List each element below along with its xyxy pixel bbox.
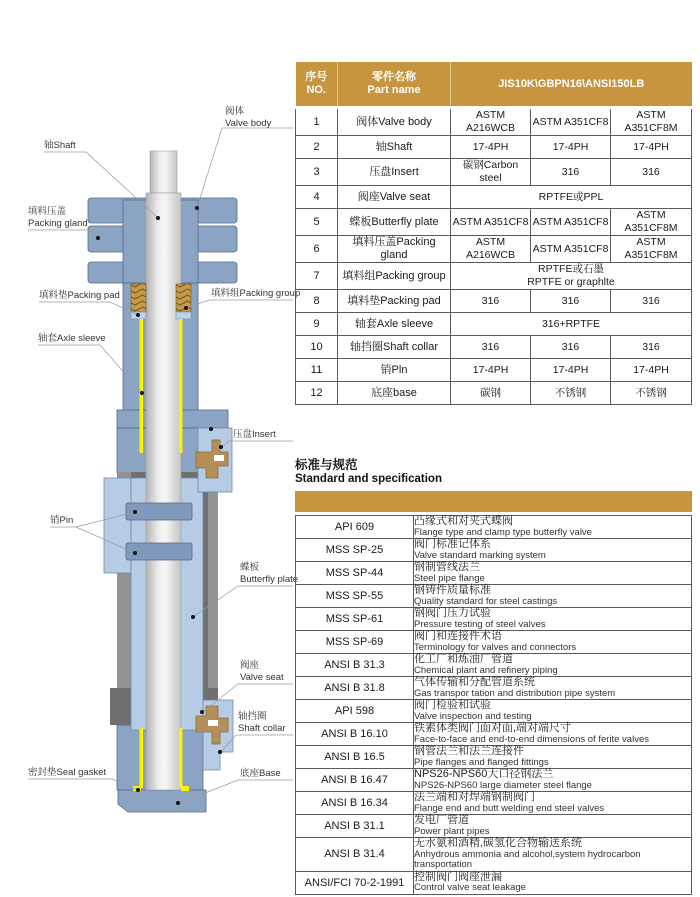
label-valve-body-en: Valve body bbox=[225, 118, 272, 129]
standards-section bbox=[295, 459, 692, 895]
standards-row bbox=[296, 631, 692, 654]
standards-row bbox=[296, 723, 692, 746]
standard-description-zh: 无水氨和酒精,碳氢化合物输送系统 bbox=[414, 837, 583, 849]
part-material: 316 bbox=[531, 336, 611, 359]
standards-row bbox=[296, 654, 692, 677]
part-no: 5 bbox=[296, 209, 338, 236]
parts-table-row bbox=[296, 263, 692, 290]
standard-description bbox=[414, 562, 692, 585]
part-name: 轴套Axle sleeve bbox=[338, 313, 451, 336]
standard-code: MSS SP-61 bbox=[296, 608, 414, 631]
standard-description-en: Face-to-face and end-to-end dimensions of ferite valves bbox=[414, 733, 649, 745]
shaft-shape bbox=[146, 151, 181, 790]
standards-row bbox=[296, 815, 692, 838]
standard-code: ANSI B 31.8 bbox=[296, 677, 414, 700]
label-packing-group: 填料组Packing group bbox=[211, 288, 300, 299]
part-material: 碳钢Carbon steel bbox=[451, 159, 531, 186]
part-material: 17-4PH bbox=[611, 136, 692, 159]
standard-code: ANSI B 31.4 bbox=[296, 838, 414, 872]
label-packing-pad: 填料垫Packing pad bbox=[39, 290, 120, 301]
standard-code: API 598 bbox=[296, 700, 414, 723]
standard-description-zh: NPS26-NPS60大口径钢法兰 bbox=[414, 768, 554, 780]
standard-description-zh: 阀门和连接件术语 bbox=[414, 630, 502, 642]
label-base: 底座Base bbox=[240, 768, 281, 779]
standards-row bbox=[296, 792, 692, 815]
standard-description bbox=[414, 585, 692, 608]
part-material: 316 bbox=[451, 290, 531, 313]
parts-table-row bbox=[296, 136, 692, 159]
part-material: ASTM A216WCB bbox=[451, 236, 531, 263]
part-material: ASTM A351CF8M bbox=[611, 236, 692, 263]
part-material: 不锈钢 bbox=[611, 382, 692, 405]
standard-code: MSS SP-55 bbox=[296, 585, 414, 608]
part-material: 17-4PH bbox=[451, 359, 531, 382]
standard-description bbox=[414, 815, 692, 838]
standards-title-en: Standard and specification bbox=[295, 473, 442, 485]
parts-table-row bbox=[296, 186, 692, 209]
part-no: 12 bbox=[296, 382, 338, 405]
part-no: 9 bbox=[296, 313, 338, 336]
part-name: 轴Shaft bbox=[338, 136, 451, 159]
parts-table-header-row bbox=[296, 62, 692, 108]
label-valve-body-zh: 阀体 bbox=[225, 106, 245, 117]
label-shaft-collar-en: Shaft collar bbox=[238, 723, 286, 734]
part-material: 17-4PH bbox=[451, 136, 531, 159]
standard-description-en: Pressure testing of steel valves bbox=[414, 618, 546, 630]
part-no: 6 bbox=[296, 236, 338, 263]
valve-cross-section-diagram bbox=[0, 0, 300, 897]
part-name: 填料垫Packing pad bbox=[338, 290, 451, 313]
standard-description-en: Anhydrous ammonia and alcohol,system hydrocarbon transportation bbox=[414, 848, 641, 870]
part-material: ASTM A351CF8 bbox=[451, 209, 531, 236]
part-no: 10 bbox=[296, 336, 338, 359]
part-no: 1 bbox=[296, 108, 338, 136]
standard-code: ANSI/FCI 70-2-1991 bbox=[296, 871, 414, 894]
part-material: ASTM A351CF8 bbox=[531, 209, 611, 236]
standard-description bbox=[414, 631, 692, 654]
part-material-span: RPTFE或PPL bbox=[451, 186, 692, 209]
standard-description-en: Pipe flanges and flanged fittings bbox=[414, 756, 549, 768]
label-packing-gland-en: Packing gland bbox=[28, 218, 88, 229]
standard-description bbox=[414, 516, 692, 539]
part-material: 316 bbox=[531, 290, 611, 313]
standard-description-en: Steel pipe flange bbox=[414, 572, 485, 584]
parts-table-row bbox=[296, 313, 692, 336]
seal-groove bbox=[208, 720, 218, 726]
standard-description-en: Power plant pipes bbox=[414, 825, 490, 837]
label-valve-seat-en: Valve seat bbox=[240, 672, 284, 683]
standard-description-en: Chemical plant and refinery piping bbox=[414, 664, 558, 676]
parts-table-row bbox=[296, 236, 692, 263]
standard-description bbox=[414, 871, 692, 894]
seal-gasket-shape bbox=[181, 786, 189, 791]
standard-description-zh: 阀门检验和试验 bbox=[414, 699, 491, 711]
part-material: ASTM A216WCB bbox=[451, 108, 531, 136]
part-name: 压盘Insert bbox=[338, 159, 451, 186]
standard-description-zh: 凸缘式和对夹式蝶阀 bbox=[414, 515, 513, 527]
standard-code: ANSI B 16.5 bbox=[296, 746, 414, 769]
standard-description-en: Control valve seat leakage bbox=[414, 882, 526, 893]
part-name: 阀座Valve seat bbox=[338, 186, 451, 209]
standard-description bbox=[414, 769, 692, 792]
standards-row bbox=[296, 700, 692, 723]
standard-description-en: Gas transpor tation and distribution pipe system bbox=[414, 687, 616, 699]
part-material: ASTM A351CF8 bbox=[531, 108, 611, 136]
standards-row bbox=[296, 677, 692, 700]
standards-row bbox=[296, 585, 692, 608]
label-shaft: 轴Shaft bbox=[44, 140, 76, 151]
standard-description-en: NPS26-NPS60 large diameter steel flange bbox=[414, 779, 592, 791]
standard-description bbox=[414, 654, 692, 677]
standard-description bbox=[414, 746, 692, 769]
base-shape bbox=[118, 790, 206, 812]
part-material: 不锈钢 bbox=[531, 382, 611, 405]
part-material: ASTM A351CF8M bbox=[611, 108, 692, 136]
parts-table-row bbox=[296, 209, 692, 236]
part-material: 316 bbox=[611, 290, 692, 313]
standard-description-en: Flange type and clamp type butterfly valve bbox=[414, 526, 592, 538]
standards-row bbox=[296, 608, 692, 631]
standard-description-en: Quality standard for steel castings bbox=[414, 595, 558, 607]
standard-code: ANSI B 31.3 bbox=[296, 654, 414, 677]
header-no: 序号 NO. bbox=[296, 62, 338, 108]
part-name: 轴挡圈Shaft collar bbox=[338, 336, 451, 359]
parts-table-row bbox=[296, 336, 692, 359]
part-no: 7 bbox=[296, 263, 338, 290]
standards-table-body bbox=[296, 516, 692, 895]
label-valve-seat-zh: 阀座 bbox=[240, 660, 260, 671]
part-material: ASTM A351CF8 bbox=[531, 236, 611, 263]
standard-code: ANSI B 31.1 bbox=[296, 815, 414, 838]
standards-row bbox=[296, 562, 692, 585]
standard-description-zh: 铁素体类阀门面对面,端对端尺寸 bbox=[414, 722, 572, 734]
standards-table bbox=[295, 515, 692, 895]
standard-description bbox=[414, 700, 692, 723]
standard-description-en: Terminology for valves and connectors bbox=[414, 641, 577, 653]
header-part-name: 零件名称 Part name bbox=[338, 62, 451, 108]
standard-description-zh: 气体传输和分配管道系统 bbox=[414, 676, 535, 688]
standard-code: MSS SP-44 bbox=[296, 562, 414, 585]
standard-description bbox=[414, 539, 692, 562]
standard-description-zh: 钢阀门压力试验 bbox=[414, 607, 491, 619]
part-material-span: RPTFE或石墨 RPTFE or graphlte bbox=[451, 263, 692, 290]
label-pin: 销Pin bbox=[50, 515, 74, 526]
standards-row bbox=[296, 871, 692, 894]
part-material: 碳钢 bbox=[451, 382, 531, 405]
standards-title-zh: 标准与规范 bbox=[295, 458, 358, 472]
parts-table bbox=[295, 62, 692, 405]
part-material: 17-4PH bbox=[531, 136, 611, 159]
standard-description bbox=[414, 838, 692, 872]
part-name: 填料压盖Packing gland bbox=[338, 236, 451, 263]
standard-description-en: Flange end and butt welding end steel valves bbox=[414, 802, 605, 814]
parts-table-row bbox=[296, 359, 692, 382]
part-material: 316 bbox=[451, 336, 531, 359]
part-material-span: 316+RPTFE bbox=[451, 313, 692, 336]
standard-description-zh: 化工厂和炼油厂管道 bbox=[414, 653, 513, 665]
label-insert: 压盘Insert bbox=[233, 429, 276, 440]
label-packing-gland-zh: 填料压盖 bbox=[28, 206, 67, 217]
standard-code: ANSI B 16.47 bbox=[296, 769, 414, 792]
label-butterfly-en: Butterfly plate bbox=[240, 574, 299, 585]
parts-table-row bbox=[296, 382, 692, 405]
standard-description bbox=[414, 723, 692, 746]
standard-description-zh: 钢制管线法兰 bbox=[414, 561, 480, 573]
standard-description-en: Valve standard marking system bbox=[414, 549, 546, 561]
part-material: 316 bbox=[531, 159, 611, 186]
part-name: 销Pln bbox=[338, 359, 451, 382]
part-no: 2 bbox=[296, 136, 338, 159]
standard-description-zh: 控制阀门阀座泄漏 bbox=[414, 870, 502, 883]
standard-description bbox=[414, 677, 692, 700]
standard-code: MSS SP-25 bbox=[296, 539, 414, 562]
seal-groove bbox=[214, 455, 224, 461]
part-name: 蝶板Butterfly plate bbox=[338, 209, 451, 236]
standards-row bbox=[296, 838, 692, 872]
standards-row bbox=[296, 539, 692, 562]
standard-code: ANSI B 16.10 bbox=[296, 723, 414, 746]
part-name: 底座base bbox=[338, 382, 451, 405]
part-name: 填料组Packing group bbox=[338, 263, 451, 290]
part-material: ASTM A351CF8M bbox=[611, 209, 692, 236]
label-seal-gasket: 密封垫Seal gasket bbox=[28, 767, 107, 778]
standard-description-zh: 发电厂管道 bbox=[414, 814, 469, 826]
part-name: 阀体Valve body bbox=[338, 108, 451, 136]
standard-description-zh: 阀门标准记体系 bbox=[414, 538, 491, 550]
part-material: 17-4PH bbox=[611, 359, 692, 382]
label-shaft-collar-zh: 轴挡圈 bbox=[238, 711, 267, 722]
label-axle-sleeve: 轴套Axle sleeve bbox=[38, 333, 106, 344]
standards-row bbox=[296, 516, 692, 539]
standard-description bbox=[414, 608, 692, 631]
standard-description-zh: 法兰端和对焊端钢制阀门 bbox=[414, 791, 535, 803]
label-butterfly-zh: 蝶板 bbox=[240, 562, 260, 573]
standards-row bbox=[296, 746, 692, 769]
part-no: 11 bbox=[296, 359, 338, 382]
standards-gold-bar bbox=[295, 491, 692, 512]
standard-description bbox=[414, 792, 692, 815]
part-no: 3 bbox=[296, 159, 338, 186]
part-material: 316 bbox=[611, 336, 692, 359]
part-no: 4 bbox=[296, 186, 338, 209]
standards-row bbox=[296, 769, 692, 792]
standard-code: ANSI B 16.34 bbox=[296, 792, 414, 815]
part-no: 8 bbox=[296, 290, 338, 313]
parts-table-body bbox=[296, 108, 692, 405]
parts-table-row bbox=[296, 108, 692, 136]
standard-code: API 609 bbox=[296, 516, 414, 539]
header-spec: JIS10K\GBPN16\ANSI150LB bbox=[451, 62, 692, 108]
standard-code: MSS SP-69 bbox=[296, 631, 414, 654]
parts-table-row bbox=[296, 290, 692, 313]
parts-table-row bbox=[296, 159, 692, 186]
part-material: 316 bbox=[611, 159, 692, 186]
standard-description-zh: 钢管法兰和法兰连接件 bbox=[414, 745, 524, 757]
standard-description-zh: 钢铸件质量标准 bbox=[414, 584, 491, 596]
standard-description-en: Valve inspection and testing bbox=[414, 710, 532, 722]
part-material: 17-4PH bbox=[531, 359, 611, 382]
